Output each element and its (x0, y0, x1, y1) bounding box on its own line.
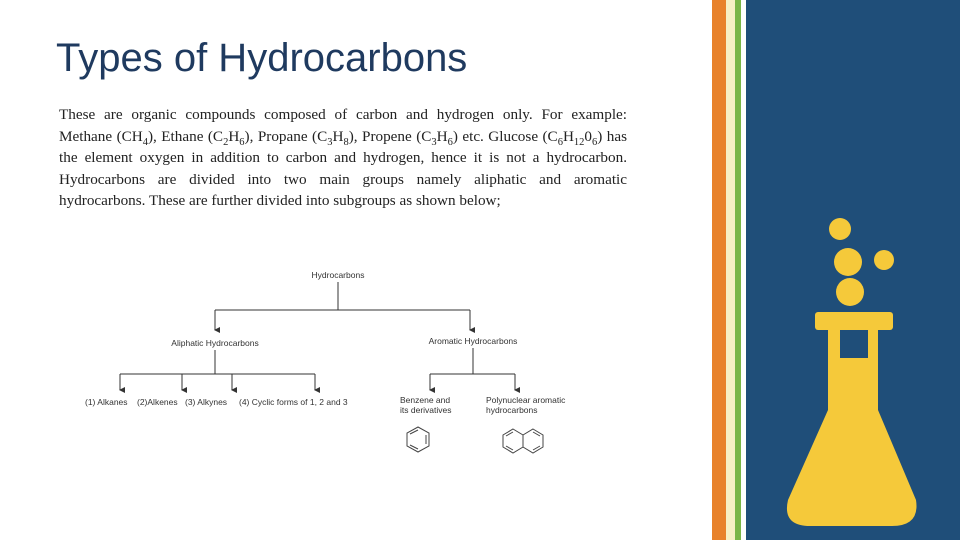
subscript: 6 (239, 136, 245, 148)
subscript: 6 (557, 136, 563, 148)
subscript: 3 (327, 136, 333, 148)
subscript: 8 (343, 136, 349, 148)
paragraph-text: These are organic compounds composed of carbon and hydrogen only. For example: Methane (CH (59, 106, 627, 145)
orange-stripe (712, 0, 726, 540)
paragraph-text: H (562, 127, 574, 145)
diagram-root-label: Hydrocarbons (311, 270, 365, 280)
paragraph-text: ) has the element oxygen in addition to carbon and hydrogen, hence it is not a hydrocarbon. Hydrocarbons are divided into two main groups namely aliphatic and aromatic hydrocarbons. These are further divided into subgroups as shown below; (59, 127, 627, 210)
naphthalene-structure (503, 429, 543, 453)
slide-title: Types of Hydrocarbons (56, 36, 468, 80)
paragraph-text: H (436, 127, 448, 145)
child-cyclic-forms: (4) Cyclic forms of 1, 2 and 3 (239, 397, 348, 407)
paragraph-text: ), Propene (C (348, 127, 432, 145)
intro-paragraph (59, 104, 627, 212)
subscript: 4 (142, 136, 148, 148)
paragraph-text: ) etc. Glucose (C (452, 127, 558, 145)
paragraph-text: H (332, 127, 344, 145)
paragraph-text: ), Ethane (C (147, 127, 224, 145)
child-benzene-line1: Benzene and (400, 395, 451, 405)
chemistry-flask-icon (780, 210, 920, 530)
subscript: 3 (431, 136, 437, 148)
subscript: 12 (573, 136, 585, 148)
aliphatic-label: Aliphatic Hydrocarbons (171, 338, 259, 348)
paragraph-text: 0 (584, 127, 592, 145)
benzene-ring-structure (407, 427, 429, 452)
child-benzene-line2: its derivatives (400, 405, 452, 415)
paragraph-text: H (228, 127, 240, 145)
child-alkanes: (1) Alkanes (85, 397, 128, 407)
child-alkenes: (2)Alkenes (137, 397, 178, 407)
aromatic-label: Aromatic Hydrocarbons (428, 336, 518, 346)
child-alkynes: (3) Alkynes (185, 397, 228, 407)
hydrocarbon-classification-diagram (70, 262, 570, 462)
child-polynuclear-line2: hydrocarbons (486, 405, 538, 415)
child-polynuclear-line1: Polynuclear aromatic (486, 395, 566, 405)
subscript: 6 (447, 136, 453, 148)
subscript: 6 (592, 136, 598, 148)
paragraph-text: ), Propane (C (244, 127, 328, 145)
subscript: 2 (223, 136, 229, 148)
cream-stripe (726, 0, 735, 540)
